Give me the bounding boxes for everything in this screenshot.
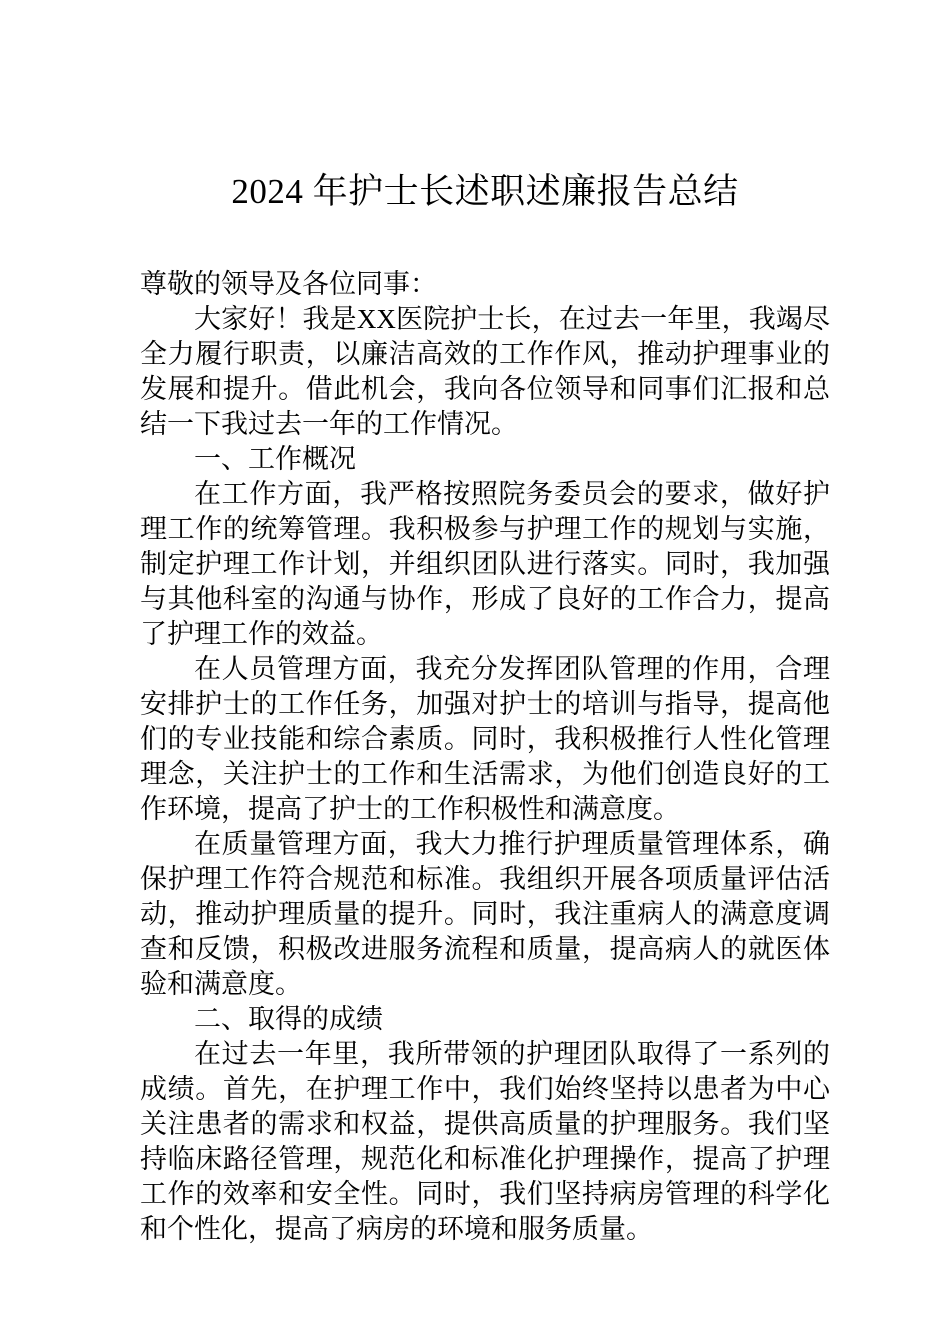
salutation-line: 尊敬的领导及各位同事： [140, 269, 437, 299]
document-body [140, 267, 830, 1247]
section-heading-1: 一、工作概况 [194, 444, 356, 474]
body-paragraph: 在质量管理方面，我大力推行护理质量管理体系，确保护理工作符合规范和标准。我组织开展各项质量评估活动，推动护理质量的提升。同时，我注重病人的满意度调查和反馈，积极改进服务流程和质量，提高病人的就医体验和满意度。 [140, 829, 830, 999]
document-title: 2024 年护士长述职述廉报告总结 [231, 172, 739, 211]
body-paragraph: 在过去一年里，我所带领的护理团队取得了一系列的成绩。首先，在护理工作中，我们始终坚持以患者为中心关注患者的需求和权益，提供高质量的护理服务。我们坚持临床路径管理，规范化和标准化护理操作，提高了护理工作的效率和安全性。同时，我们坚持病房管理的科学化和个性化，提高了病房的环境和服务质量。 [140, 1039, 830, 1244]
section-heading-2: 二、取得的成绩 [194, 1004, 383, 1034]
intro-paragraph: 大家好！我是XX医院护士长，在过去一年里，我竭尽全力履行职责，以廉洁高效的工作作风，推动护理事业的发展和提升。借此机会，我向各位领导和同事们汇报和总结一下我过去一年的工作情况。 [140, 304, 830, 439]
body-paragraph: 在工作方面，我严格按照院务委员会的要求，做好护理工作的统筹管理。我积极参与护理工作的规划与实施，制定护理工作计划，并组织团队进行落实。同时，我加强与其他科室的沟通与协作，形成了良好的工作合力，提高了护理工作的效益。 [140, 479, 830, 649]
body-paragraph: 在人员管理方面，我充分发挥团队管理的作用，合理安排护士的工作任务，加强对护士的培训与指导，提高他们的专业技能和综合素质。同时，我积极推行人性化管理理念，关注护士的工作和生活需求，为他们创造良好的工作环境，提高了护士的工作积极性和满意度。 [140, 654, 830, 824]
